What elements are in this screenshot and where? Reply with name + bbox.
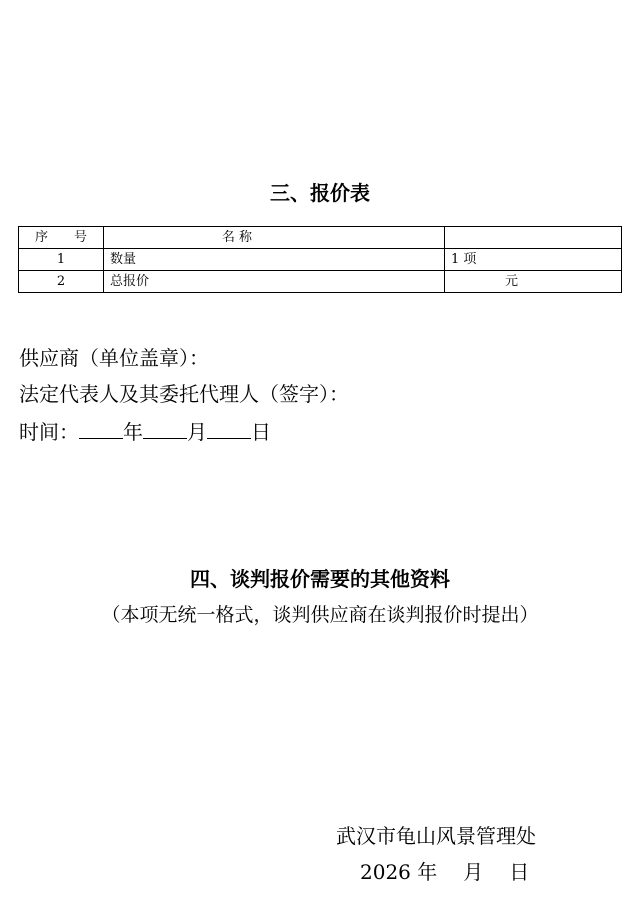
section-4-title: 四、谈判报价需要的其他资料 — [190, 567, 450, 591]
header-seq: 序 号 — [19, 227, 104, 249]
table-header-row — [19, 227, 622, 249]
year-blank — [79, 418, 123, 439]
section-4-subtitle: （本项无统一格式，谈判供应商在谈判报价时提出） — [101, 604, 539, 626]
representative-signature-field: 法定代表人及其委托代理人（签字）： — [19, 382, 349, 406]
table-row — [19, 271, 622, 293]
date-label: 时间： — [19, 420, 79, 444]
year-label: 年 — [123, 420, 143, 444]
row-seq: 1 — [19, 249, 104, 271]
date-field — [19, 416, 271, 445]
section-3-title: 三、报价表 — [270, 181, 370, 205]
day-label: 日 — [251, 420, 271, 444]
quote-table — [18, 226, 622, 293]
signature-year-number: 2026 — [360, 860, 411, 884]
supplier-stamp-field: 供应商（单位盖章）： — [19, 346, 209, 370]
row-name: 数量 — [104, 249, 445, 271]
table-row — [19, 249, 622, 271]
header-value — [445, 227, 622, 249]
signature-year-label: 年 — [417, 860, 438, 884]
month-label: 月 — [187, 420, 207, 444]
signature-month-label: 月 — [463, 860, 484, 884]
row-seq: 2 — [19, 271, 104, 293]
header-name: 名 称 — [104, 227, 445, 249]
row-value: 元 — [445, 271, 622, 293]
month-blank — [143, 418, 187, 439]
signature-organization: 武汉市龟山风景管理处 — [336, 824, 536, 848]
row-value: 1 项 — [445, 249, 622, 271]
row-name: 总报价 — [104, 271, 445, 293]
day-blank — [207, 418, 251, 439]
signature-date — [360, 856, 529, 885]
signature-day-label: 日 — [509, 860, 530, 884]
